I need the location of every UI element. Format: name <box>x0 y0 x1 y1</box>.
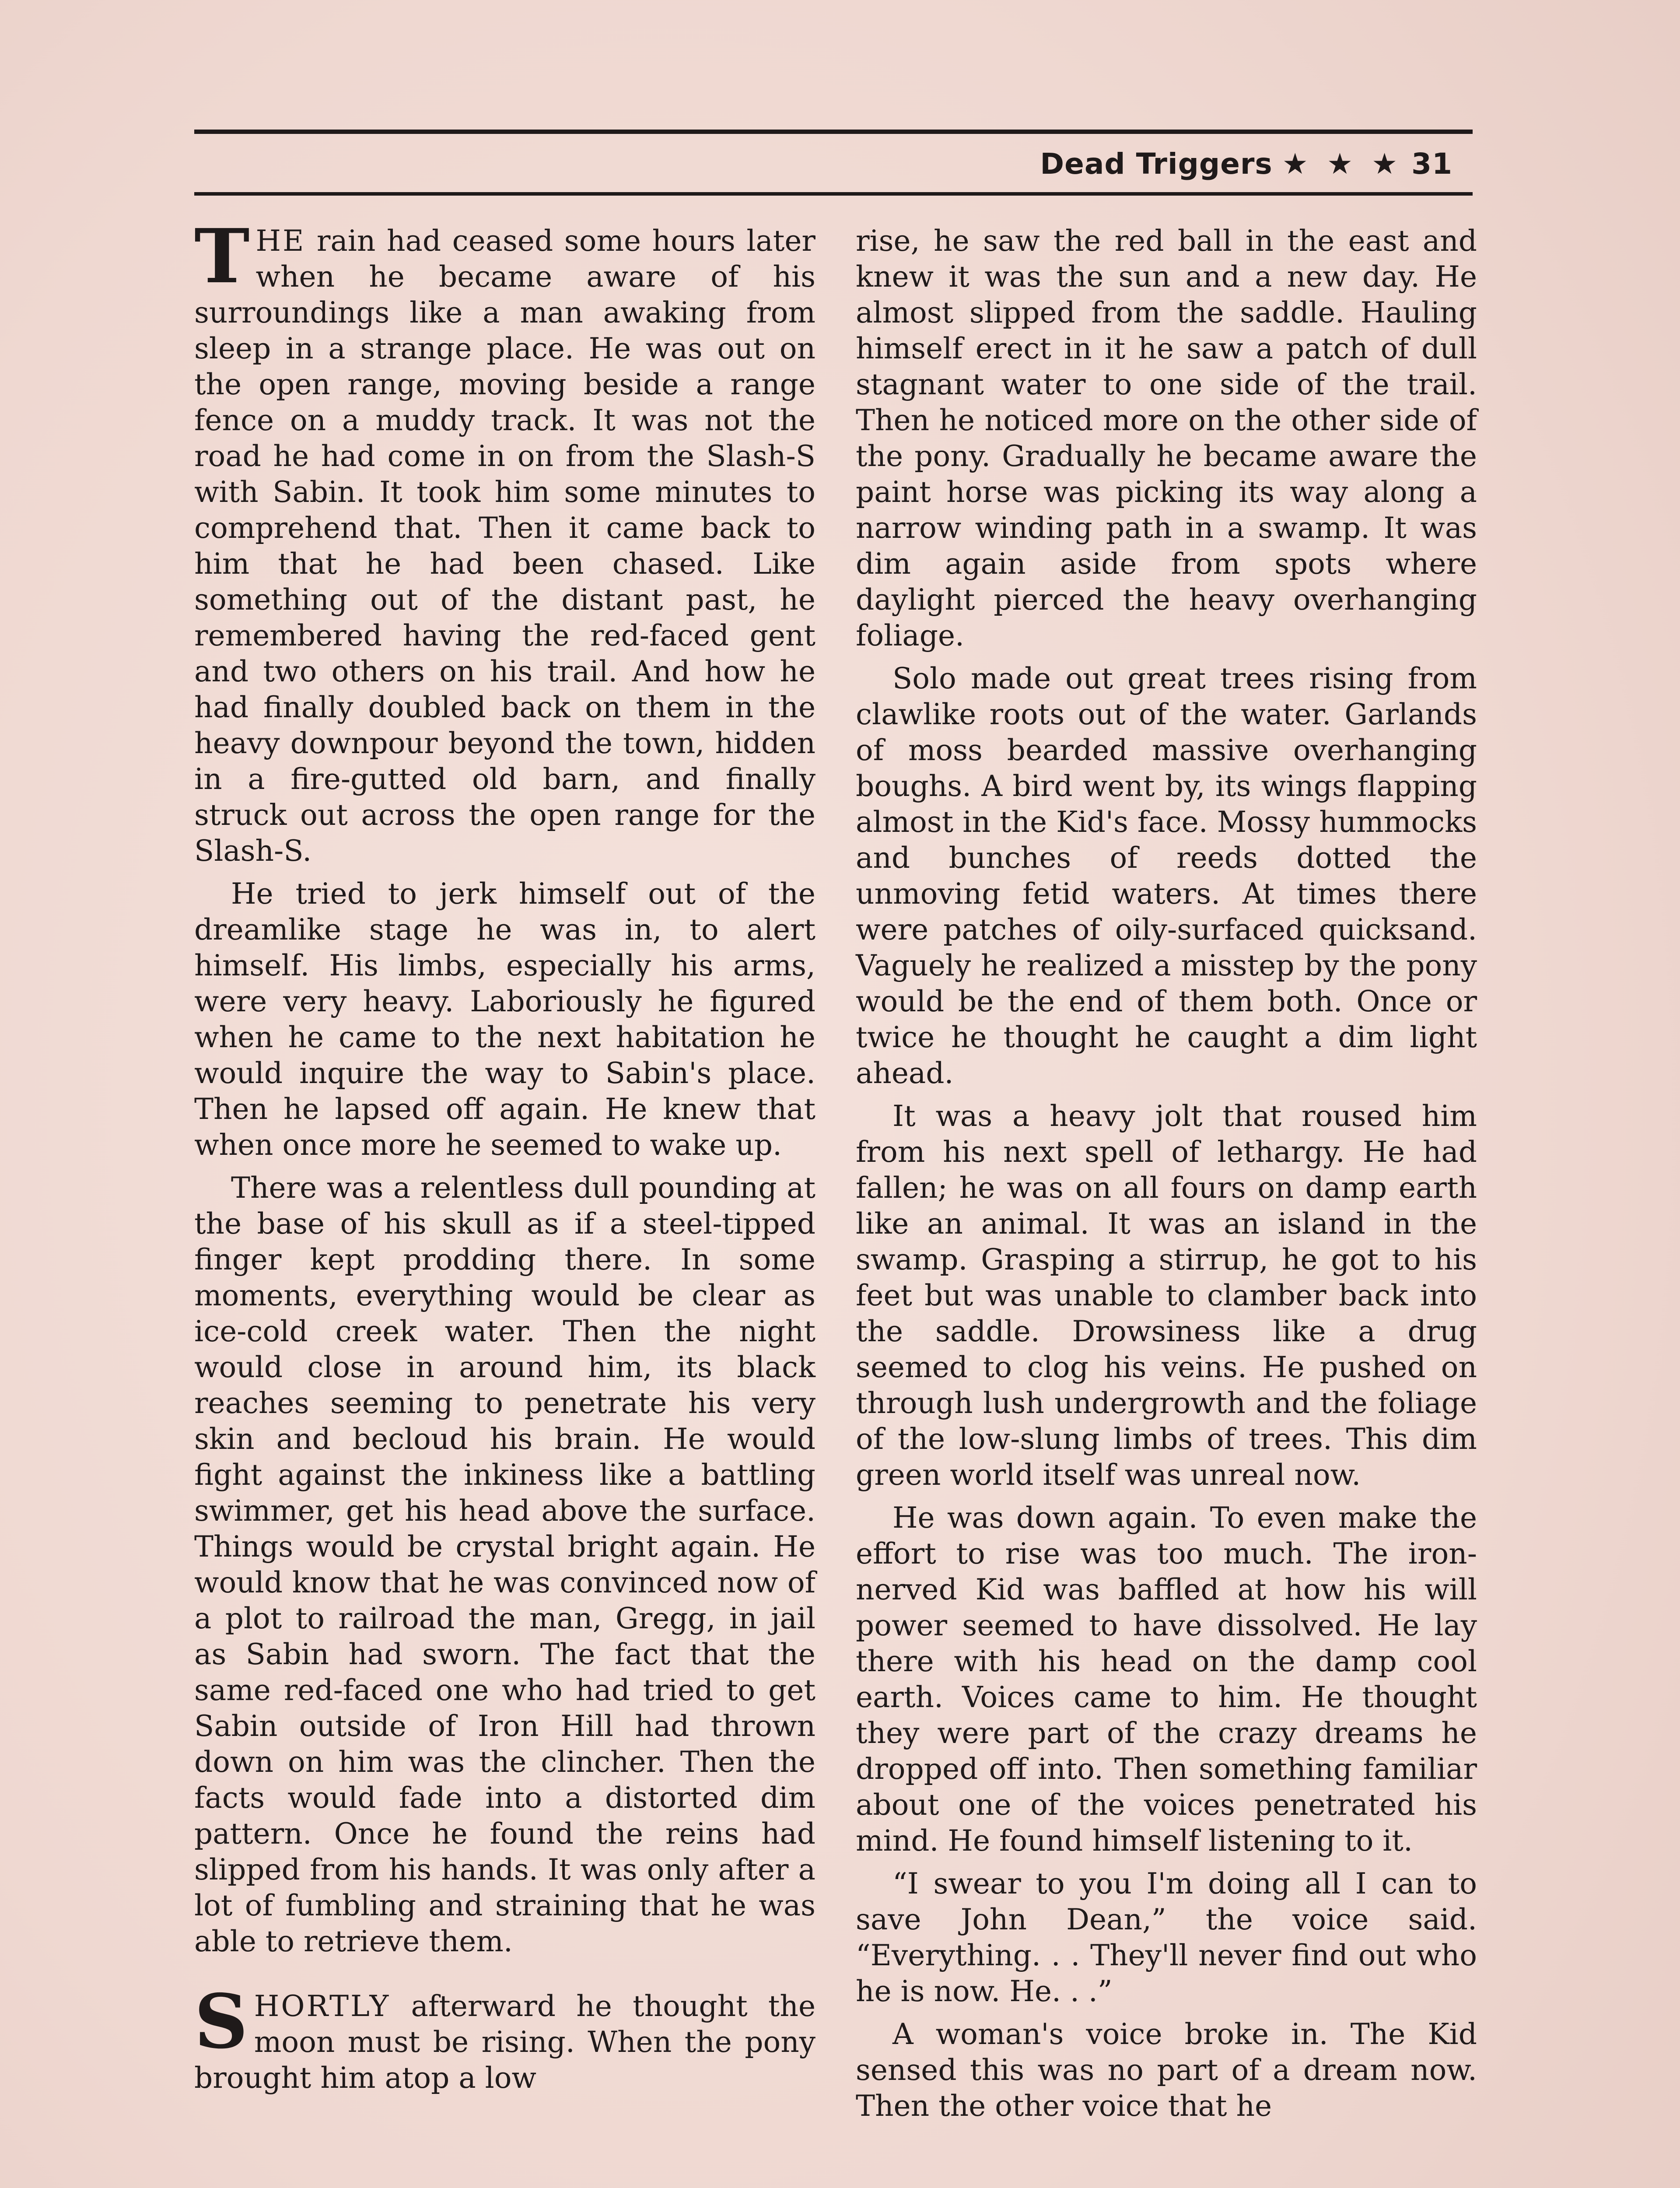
paragraph-text: rain had ceased some hours later when he became aware of his surroundings like a man awaking from sleep in a strange place. He was out on the open range, moving beside a range fence on a muddy track. It was not the road he had come in on from the Slash-S with Sabin. It took him some minutes to comprehend that. Then it came back to him that he had been chased. Like something out of the distant past, he remembered having the red-faced gent and two others on his trail. And how he had finally doubled back on them in the heavy downpour beyond the town, hidden in a fire-gutted old barn, and finally struck out across the open range for the Slash-S. <box>194 224 816 868</box>
paragraph: There was a relentless dull pounding at the base of his skull as if a steel-tipped finger kept prodding there. In some moments, everything would be clear as ice-cold creek water. Then the night would close in around him, its black reaches seeming to penetrate his very skin and becloud his brain. He would fight against the inkiness like a battling swimmer, get his head above the surface. Things would be crystal bright again. He would know that he was convinced now of a plot to railroad the man, Gregg, in jail as Sabin had sworn. The fact that the same red-faced one who had tried to get Sabin outside of Iron Hill had thrown down on him was the clincher. Then the facts would fade into a distorted dim pattern. Once he found the reins had slipped from his hands. It was only after a lot of fumbling and straining that he was able to retrieve them. <box>194 1171 816 1958</box>
paragraph: It was a heavy jolt that roused him from his next spell of lethargy. He had fallen; he was on all fours on damp earth like an animal. It was an island in the swamp. Grasping a stirrup, he got to his feet but was unable to clamber back into the saddle. Drowsiness like a drug seemed to clog his veins. He pushed on through lush undergrowth and the foliage of the low-slung limbs of trees. This dim green world itself was unreal now. <box>856 1099 1477 1492</box>
star-icons: ★ ★ ★ <box>1282 147 1402 181</box>
drop-cap: T <box>194 213 250 300</box>
section-break <box>194 1967 816 1988</box>
paragraph: “I swear to you I'm doing all I can to save John Dean,” the voice said. “Everything. . . They'll never find out who he is now. He. . .” <box>856 1867 1477 2008</box>
paragraph <box>194 213 816 869</box>
paragraph: He tried to jerk himself out of the dreamlike stage he was in, to alert himself. His limbs, especially his arms, were very heavy. Laboriously he figured when he came to the next habitation he would inquire the way to Sabin's place. Then he lapsed off again. He knew that when once more he seemed to wake up. <box>194 877 816 1162</box>
paragraph: A woman's voice broke in. The Kid sensed this was no part of a dream now. Then the other voice that he <box>856 2017 1477 2123</box>
paragraph: Solo made out great trees rising from clawlike roots out of the water. Garlands of moss bearded massive overhanging boughs. A bird went by, its wings flapping almost in the Kid's face. Mossy hummocks and bunches of reeds dotted the unmoving fetid waters. At times there were patches of oily-surfaced quicksand. Vaguely he realized a misstep by the pony would be the end of them both. Once or twice he thought he caught a dim light ahead. <box>856 662 1477 1090</box>
left-column <box>194 213 816 2103</box>
right-column <box>856 223 1477 2131</box>
paragraph <box>194 1978 816 2096</box>
small-caps-lead: HORTLY <box>254 1989 391 2023</box>
page-number: 31 <box>1411 147 1452 181</box>
drop-cap: S <box>194 1978 248 2065</box>
paragraph-text: afterward he thought the moon must be rising. When the pony brought him atop a low <box>194 1989 816 2095</box>
paragraph: He was down again. To even make the effort to rise was too much. The iron-nerved Kid was baffled at how his will power seemed to have dissolved. He lay there with his head on the damp cool earth. Voices came to him. He thought they were part of the crazy dreams he dropped off into. Then something familiar about one of the voices penetrated his mind. He found himself listening to it. <box>856 1501 1477 1858</box>
running-head-title: Dead Triggers <box>1040 147 1273 181</box>
running-head <box>1040 138 1452 189</box>
header-rule-top <box>194 130 1473 134</box>
small-caps-lead: HE <box>256 224 306 258</box>
paragraph: rise, he saw the red ball in the east and knew it was the sun and a new day. He almost slipped from the saddle. Hauling himself erect in it he saw a patch of dull stagnant water to one side of the trail. Then he noticed more on the other side of the pony. Gradually he became aware the paint horse was picking its way along a narrow winding path in a swamp. It was dim again aside from spots where daylight pierced the heavy overhanging foliage. <box>856 224 1477 652</box>
header-rule-bottom <box>194 192 1473 196</box>
